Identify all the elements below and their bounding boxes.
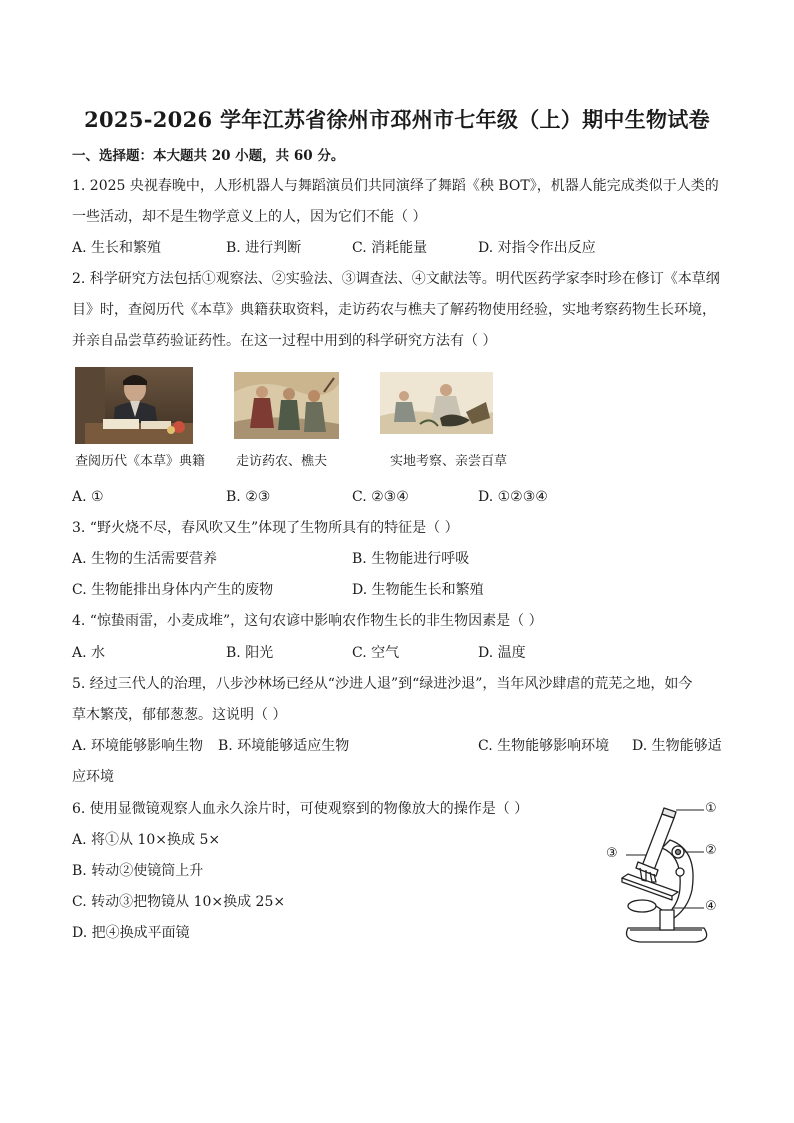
- label-mirror: ④: [705, 899, 717, 914]
- question-1-option-b: B. 进行判断: [226, 240, 302, 256]
- question-5-option-b: B. 环境能够适应生物: [218, 738, 350, 754]
- question-5-option-d-continued: 应环境: [72, 769, 114, 785]
- question-4-option-c: C. 空气: [352, 645, 400, 661]
- question-5-option-a: A. 环境能够影响生物: [72, 738, 204, 754]
- label-objective: ③: [606, 846, 618, 861]
- question-6-line-1: 6. 使用显微镜观察人血永久涂片时，可使观察到的物像放大的操作是（ ）: [72, 801, 529, 817]
- question-6-option-c: C. 转动③把物镜从 10×换成 25×: [72, 894, 286, 910]
- section-heading: 一、选择题：本大题共 20 小题，共 60 分。: [72, 148, 345, 164]
- caption-visiting-farmers: 走访药农、樵夫: [236, 454, 328, 469]
- question-4-option-a: A. 水: [72, 645, 106, 661]
- question-1-option-a: A. 生长和繁殖: [72, 240, 162, 256]
- question-4-line-1: 4. “惊蛰雨雷，小麦成堆”，这句农谚中影响农作物生长的非生物因素是（ ）: [72, 613, 543, 629]
- question-2-option-b: B. ②③: [226, 489, 271, 505]
- question-2-option-c: C. ②③④: [352, 489, 409, 505]
- question-2-line-2: 目》时，查阅历代《本草》典籍获取资料，走访药农与樵夫了解药物使用经验，实地考察药物生长环境，: [72, 302, 716, 318]
- question-3-option-d: D. 生物能生长和繁殖: [352, 582, 484, 598]
- question-1-line-2: 一些活动，却不是生物学意义上的人，因为它们不能（ ）: [72, 209, 427, 225]
- question-1-line-1: 1. 2025 央视春晚中，人形机器人与舞蹈演员们共同演绎了舞蹈《秧 BOT》，机器人能完成类似于人类的: [72, 178, 719, 194]
- photo-reading-books: [75, 367, 193, 444]
- question-1-option-d: D. 对指令作出反应: [478, 240, 596, 256]
- question-6-option-d: D. 把④换成平面镜: [72, 925, 190, 941]
- question-3-option-b: B. 生物能进行呼吸: [352, 551, 470, 567]
- question-5-option-c: C. 生物能够影响环境: [478, 738, 610, 754]
- exam-title: 2025-2026 学年江苏省徐州市邳州市七年级（上）期中生物试卷: [84, 107, 710, 132]
- question-2-option-d: D. ①②③④: [478, 489, 548, 505]
- caption-field-inspection: 实地考察、亲尝百草: [390, 454, 508, 469]
- photo-field-inspection: [380, 372, 493, 434]
- caption-reading-books: 查阅历代《本草》典籍: [75, 454, 206, 469]
- label-eyepiece: ①: [705, 801, 717, 816]
- question-4-option-b: B. 阳光: [226, 645, 274, 661]
- question-2-option-a: A. ①: [72, 489, 104, 505]
- label-coarse-focus: ②: [705, 843, 717, 858]
- question-5-line-1: 5. 经过三代人的治理，八步沙林场已经从“沙进人退”到“绿进沙退”，当年风沙肆虐的荒芜之地，如今: [72, 676, 693, 692]
- question-6-option-a: A. 将①从 10×换成 5×: [72, 832, 221, 848]
- question-3-option-c: C. 生物能排出身体内产生的废物: [72, 582, 274, 598]
- question-6-option-b: B. 转动②使镜筒上升: [72, 863, 204, 879]
- question-2-line-1: 2. 科学研究方法包括①观察法、②实验法、③调查法、④文献法等。明代医药学家李时珍在修订《本草纲: [72, 271, 720, 287]
- photo-visiting-farmers: [234, 372, 339, 439]
- question-1-option-c: C. 消耗能量: [352, 240, 428, 256]
- question-5-line-2: 草木繁茂，郁郁葱葱。这说明（ ）: [72, 707, 287, 723]
- question-2-line-3: 并亲自品尝草药验证药性。在这一过程中用到的科学研究方法有（ ）: [72, 333, 497, 349]
- question-3-option-a: A. 生物的生活需要营养: [72, 551, 218, 567]
- microscope-figure: [600, 800, 730, 945]
- question-5-option-d: D. 生物能够适: [632, 738, 722, 754]
- question-4-option-d: D. 温度: [478, 645, 526, 661]
- question-3-line-1: 3. “野火烧不尽，春风吹又生”体现了生物所具有的特征是（ ）: [72, 520, 459, 536]
